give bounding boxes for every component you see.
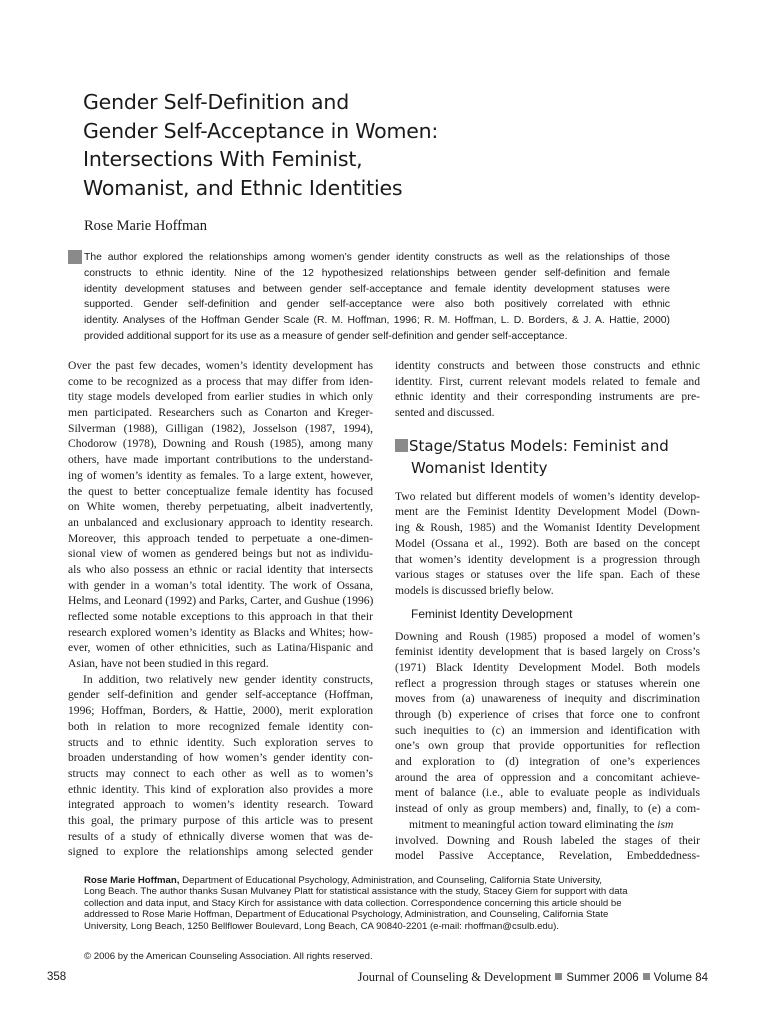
copyright-notice: © 2006 by the American Counseling Association. All rights reserved. [84,951,373,962]
footnote-line: addressed to Rose Marie Hoffman, Department of Educational Psychology, Administration, and Counseling, California State [84,909,609,921]
body-line: feminist identity development that is based largely on Cross’s [395,645,700,659]
body-line: reflected some notable exceptions to this approach in that their [68,610,373,623]
body-line: In addition, two relatively new gender identity constructs, [83,672,373,686]
body-line: ever, women of other ethnicities, such as Latina/Hispanic and [68,641,373,655]
body-line: sented and discussed. [395,406,495,420]
footnote-line: Long Beach. The author thanks Susan Mulvaney Platt for statistical assistance with the study, Stacey Giem for support with data [84,886,628,898]
body-line: structs and to ethnic identity. Such exploration serves to [68,735,373,749]
body-line: ing & Roush, 1985) and the Womanist Identity Development [395,521,700,535]
body-line: through (b) experience of crises that force one to confront [395,708,700,721]
body-line: and exploration to (d) integration of one’s experiences [395,755,700,769]
body-line: gender self-definition and gender self-acceptance (Hoffman, [68,688,373,702]
abstract-line: supported. Gender self-definition and gender self-acceptance were also both positively correlated with ethnic [84,299,670,311]
section-heading-line: Womanist Identity [411,458,548,477]
abstract-marker-square [68,250,82,264]
title-line: Womanist, and Ethnic Identities [83,175,403,200]
footer-bullet-square [643,973,650,980]
body-line: Silverman (1988), Gilligan (1982), Josselson (1987, 1994), [68,421,373,435]
body-line: come to be recognized as a process that may differ from iden- [68,374,373,388]
body-line: such inequities to (c) an immersion and identification with [395,723,700,737]
body-line: (1971) Black Identity Development Model. Both models [395,660,700,674]
body-line: tity stage models developed from earlier studies in which only [68,390,373,404]
body-line: that women’s identity development is a progression through [395,552,700,566]
body-line: ment are the Feminist Identity Development Model (Down- [395,505,700,519]
title-line: Gender Self-Acceptance in Women: [83,118,439,143]
body-line: an unbalanced and exclusionary approach to identity research. [68,515,373,529]
body-line: both in relation to more recognized female identity con- [68,719,373,733]
abstract-line: identity development statuses and between gender self-acceptance and female identity development statuses were [84,283,670,295]
body-line: Model (Ossana et al., 1992). Both are based on the concept [395,536,700,550]
body-line: men participated. Researchers such as Conarton and Kreger- [68,406,373,420]
body-line: instead of only as group members) and, finally, to (e) a com- [395,802,700,816]
abstract-line: identity. Analyses of the Hoffman Gender Scale (R. M. Hoffman, 1996; R. M. Hoffman, L. D. Borders, & J. A. Hattie, 2000) [84,315,670,327]
body-line: als who also possess an ethnic or racial identity that intersects [68,562,373,576]
italic-term: ism [657,817,674,831]
body-line: various stages or statuses over the life span. Each of these [395,568,700,582]
body-line: sional view of women as gendered beings but not as individu- [68,547,373,561]
body-line: Helms, and Leonard (1992) and Parks, Carter, and Gushue (1996) [68,594,374,608]
abstract-line: The author explored the relationships among women’s gender identity constructs as well as the relationships of those [84,252,670,263]
left-column [68,358,373,860]
body-line: identity. First, current relevant models related to female and [395,374,700,388]
body-line: involved. Downing and Roush labeled the stages of their [395,833,700,847]
body-line: research explored women’s identity as Blacks and Whites; how- [68,625,373,639]
body-line: the quest to better conceptualize female identity has focused [68,484,373,498]
section-heading [395,435,700,479]
footnote-line: Department of Educational Psychology, Administration, and Counseling, California State University, [179,875,602,886]
body-line: Two related but different models of women’s identity develop- [395,489,700,503]
body-line: Over the past few decades, women’s identity development has [68,359,373,372]
body-line: one’s own group that provide opportunities for reflection [395,739,700,753]
body-line: integrated approach to women’s identity research. Toward [68,798,373,812]
body-line-text: mitment to meaningful action toward eliminating the [409,817,658,831]
body-line: signed to explore the relationships among selected gender [68,845,373,859]
abstract-line: provided additional support for its use as a measure of gender self-definition and gender self-acceptance. [84,330,568,342]
title-line: Gender Self-Definition and [83,90,350,114]
body-line: Chodorow (1978), Downing and Roush (1985), among many [68,437,373,451]
body-line: others, have made important contributions to the understand- [68,453,373,467]
body-line: ing of women’s identity as females. To a large extent, however, [68,468,373,482]
body-line: broaden understanding of how women’s gender identity con- [68,751,373,765]
footnote-line: University, Long Beach, 1250 Bellflower Boulevard, Long Beach, CA 90840-2201 (e-mail: rhoffman@csulb.edu). [84,920,559,932]
body-line: results of a study of ethnically diverse women that was de- [68,829,373,843]
body-line: ethnic identity. This kind of exploration also provides a more [68,782,373,796]
footer-bullet-square [555,973,562,980]
journal-footer [358,970,708,985]
subsection-heading: Feminist Identity Development [411,606,573,621]
body-line [395,817,700,833]
body-line: ethnic identity and their corresponding instruments are pre- [395,390,700,404]
abstract-line: constructs to ethnic identity. Nine of the 12 hypothesized relationships between gender self-definition and female [84,267,670,279]
body-line: identity constructs and between those constructs and ethnic [395,359,700,372]
body-line: reflect a progression through stages or statuses wherein one [395,676,700,690]
page-number: 358 [47,971,67,983]
heading-marker-square [395,439,408,452]
author-name: Rose Marie Hoffman [84,218,207,234]
body-line: structs may connect to each other as well as to women’s [68,766,373,780]
abstract [84,250,670,345]
body-line: this goal, the primary purpose of this article was to present [68,813,373,827]
right-column [395,358,700,864]
journal-issue: Summer 2006 [566,972,639,984]
body-line: moves from (a) unawareness of inequity and discrimination [395,692,700,706]
body-line: on White women, thereby perpetuating, albeit inadvertently, [68,500,373,514]
title-line: Intersections With Feminist, [83,147,363,171]
footnote-author-name: Rose Marie Hoffman, [84,875,180,886]
body-line: 1996; Hoffman, Borders, & Hattie, 2000), merit exploration [68,704,373,718]
footnote-line: collection and data input, and Stacy Kirch for assistance with data collection. Correspondence concerning this article should be [84,897,622,909]
author-footnote [84,875,672,932]
journal-name: Journal of Counseling & Development [357,970,552,984]
body-line: Downing and Roush (1985) proposed a model of women’s [395,629,700,643]
body-line: with gender in a woman’s total identity. The work of Ossana, [68,578,373,592]
body-line: Asian, have not been studied in this regard. [68,657,269,671]
body-line: models is discussed briefly below. [395,583,554,597]
article-title [83,88,683,202]
journal-volume: Volume 84 [653,972,708,984]
body-line: around the area of oppression and a concomitant achieve- [395,770,700,784]
section-heading-line: Stage/Status Models: Feminist and [409,436,669,455]
body-line: model Passive Acceptance, Revelation, Embeddedness- [395,849,700,863]
body-line: Moreover, this approach tended to perpetuate a one-dimen- [68,531,373,545]
body-line: ment of balance (i.e., able to evaluate people as individuals [395,786,700,800]
